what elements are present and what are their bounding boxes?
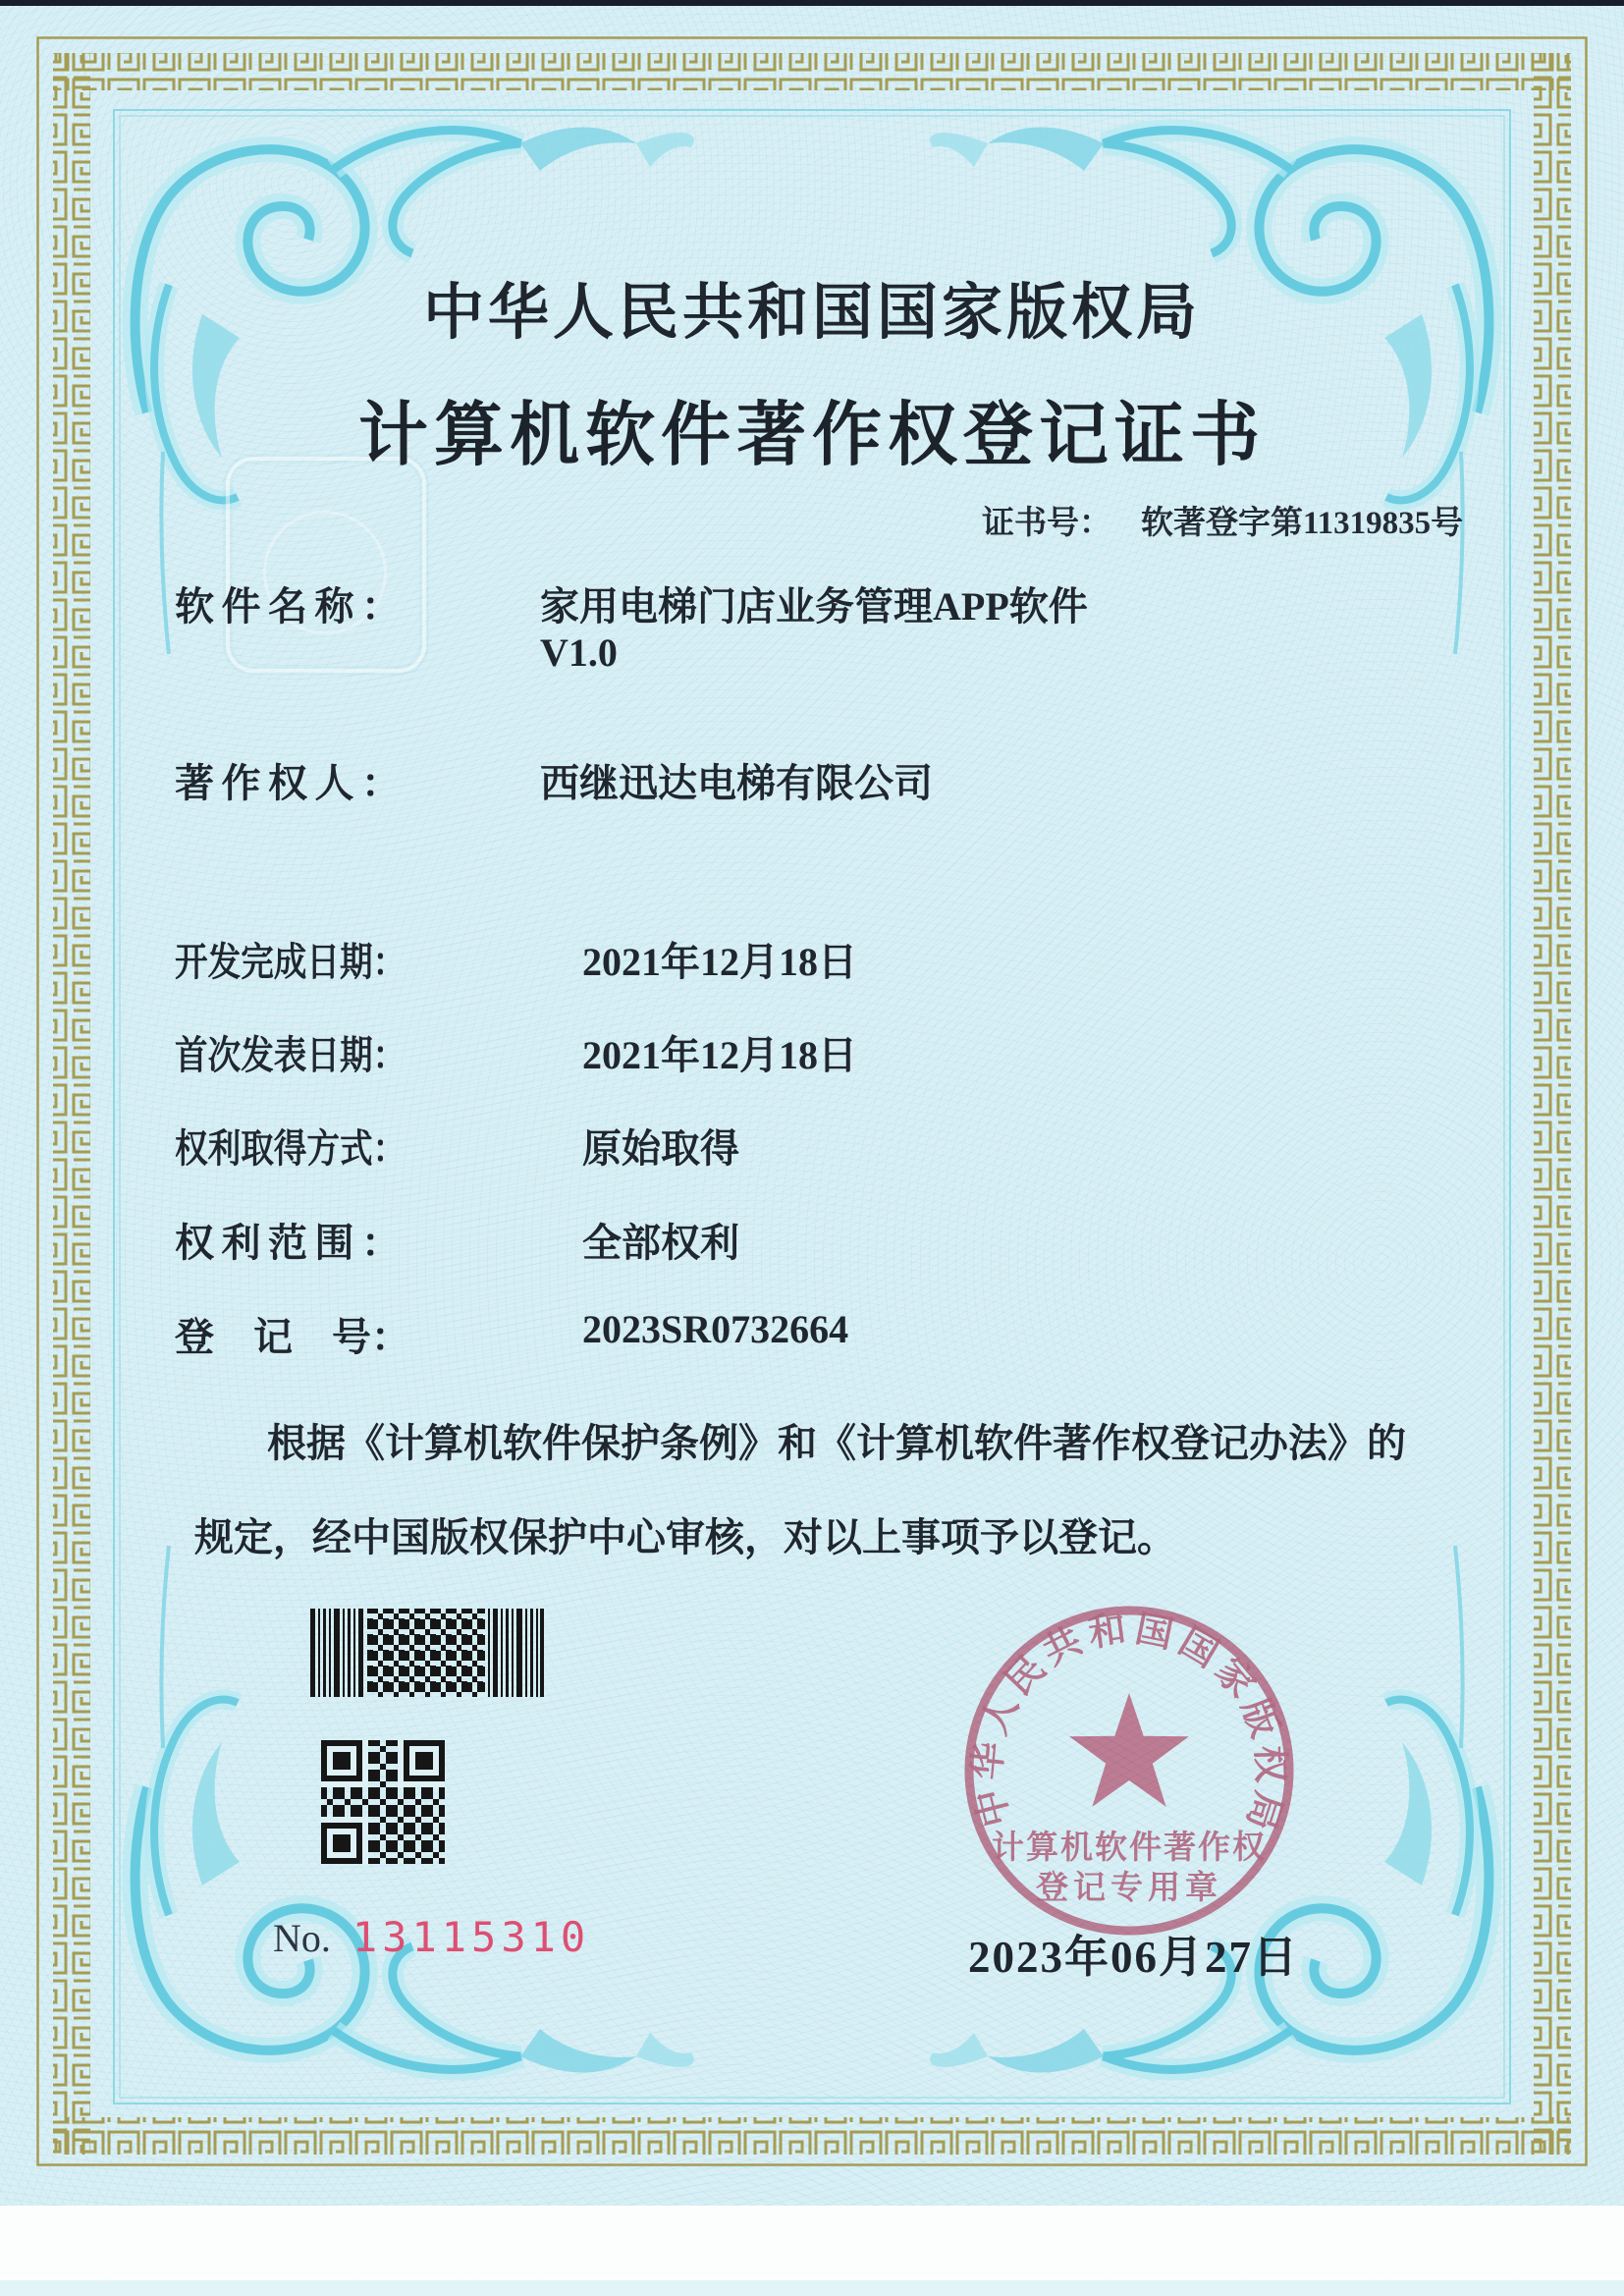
field-value: 2021年12月18日 <box>582 940 857 984</box>
serial-number: 13115310 <box>352 1913 591 1961</box>
field-value: 西继迅达电梯有限公司 <box>540 761 933 805</box>
official-seal <box>957 1599 1301 1942</box>
field-row-rights-scope <box>175 1212 739 1268</box>
serial-label: No. <box>273 1916 331 1960</box>
certificate-number-line <box>982 497 1463 543</box>
field-value-line2: V1.0 <box>540 630 618 675</box>
greek-key-bottom <box>53 2117 1571 2155</box>
scan-edge-top <box>0 0 1624 6</box>
qr-code <box>321 1740 445 1864</box>
field-label: 权利范围： <box>175 1221 401 1265</box>
field-value: 原始取得 <box>582 1126 739 1171</box>
certificate-title: 计算机软件著作权登记证书 <box>357 398 1266 474</box>
certificate-number-value: 软著登字第11319835号 <box>1141 506 1464 541</box>
issuing-authority-title: 中华人民共和国国家版权局 <box>422 280 1201 347</box>
field-value: 2021年12月18日 <box>582 1033 857 1077</box>
greek-key-left <box>53 53 90 2155</box>
field-label: 软件名称： <box>175 584 401 629</box>
scan-edge-bottom <box>0 2206 1624 2280</box>
field-label: 首次发表日期： <box>175 1033 406 1077</box>
seal-ring-text: 中华人民共和国国家版权局 <box>966 1608 1291 1841</box>
field-label: 登 记 号： <box>175 1315 410 1359</box>
field-row-software-name <box>175 575 1088 631</box>
field-label: 著作权人： <box>175 761 401 805</box>
field-value: 全部权利 <box>582 1221 739 1265</box>
scan-edge-bottom-strip <box>0 2280 1624 2296</box>
greek-key-top <box>53 53 1571 90</box>
field-row-first-publish-date <box>175 1024 857 1080</box>
greek-key-right <box>1534 53 1571 2155</box>
serial-number-line <box>273 1913 590 1961</box>
field-label: 权利取得方式： <box>175 1126 406 1171</box>
issue-date: 2023年06月27日 <box>968 1933 1300 1982</box>
outer-gold-line <box>38 38 1587 2165</box>
statement-line-1: 根据《计算机软件保护条例》和《计算机软件著作权登记办法》的 <box>267 1421 1406 1465</box>
certificate-number-label: 证书号： <box>982 506 1111 541</box>
field-row-rights-acquisition <box>175 1118 739 1174</box>
field-value: 家用电梯门店业务管理APP软件 <box>540 584 1088 629</box>
seal-text-line2: 登记专用章 <box>1036 1871 1222 1906</box>
field-value: 2023SR0732664 <box>582 1307 849 1351</box>
seal-star-icon <box>1069 1693 1189 1807</box>
seal-text-line1: 计算机软件著作权 <box>992 1831 1267 1866</box>
field-label: 开发完成日期： <box>175 940 406 984</box>
barcode <box>310 1609 544 1697</box>
field-row-registration-number <box>175 1306 849 1362</box>
field-row-dev-complete-date <box>175 931 857 987</box>
statement-line-2: 规定，经中国版权保护中心审核，对以上事项予以登记。 <box>194 1515 1176 1559</box>
field-row-copyright-owner <box>175 752 933 808</box>
